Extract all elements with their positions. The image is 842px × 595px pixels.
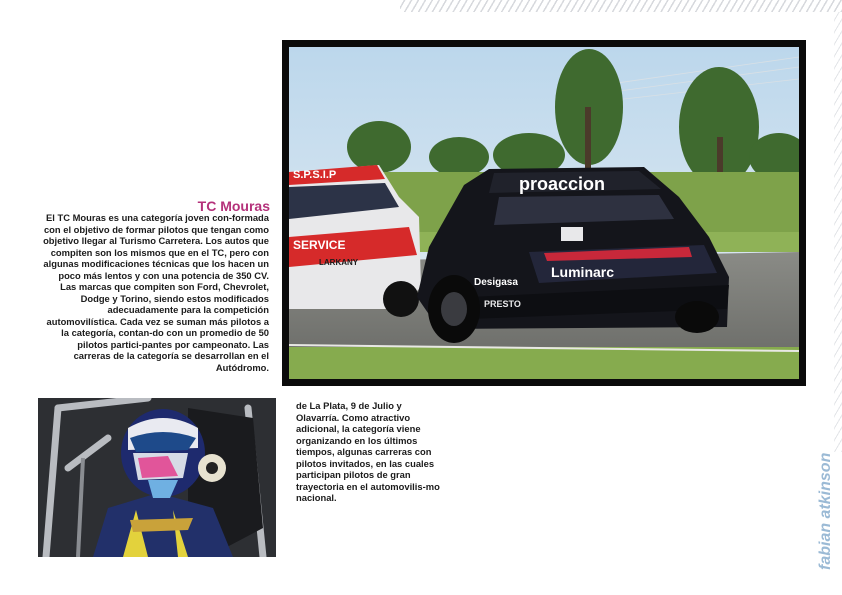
brand-logo	[812, 452, 836, 572]
race-cars-photo	[282, 40, 806, 386]
rival-sponsor-1: S.P.S.I.P	[293, 169, 337, 181]
main-sponsor-4: PRESTO	[484, 299, 521, 309]
article-paragraph-main: El TC Mouras es una categoría joven con-formada con el objetivo de formar pilotos que tengan como objetivo llegar al Turismo Carretera. Los autos que compiten son los mismos que en el TC, pero con algunas modificaciones técnicas que los hacen un poco más lentos y con una potencia de 350 CV. Las marcas que compiten son Ford, Chevrolet, Dodge y Torino, siendo estos modificados adecuadamente para la competición automovilística. Cada vez se suman más pilotos a la categoría, contan-do con un promedio de 50 pilotos partici-pantes por campeonato. Las carreras de la categoría se desarrollan en el Autódromo.	[43, 212, 269, 373]
main-sponsor-1: proaccion	[519, 174, 606, 194]
rival-sponsor-3: LARKANY	[319, 258, 359, 267]
decorative-stripes-edge	[834, 12, 842, 452]
decorative-stripes-top	[400, 0, 842, 12]
main-sponsor-3: Desigasa	[474, 277, 518, 288]
article-paragraph-continued: de La Plata, 9 de Julio y Olavarría. Como atractivo adicional, la categoría viene organizando en los últimos tiempos, algunas carreras con pilotos invitados, en las cuales participan pilotos de gran trayectoria en el automovilis-mo nacional.	[296, 400, 440, 503]
rival-sponsor-2: SERVICE	[293, 238, 346, 252]
driver-in-cockpit-photo	[38, 398, 276, 557]
article-title: TC Mouras	[197, 198, 270, 214]
main-sponsor-2: Luminarc	[551, 264, 615, 280]
brand-logo-text: fabian atkinson	[817, 452, 834, 570]
